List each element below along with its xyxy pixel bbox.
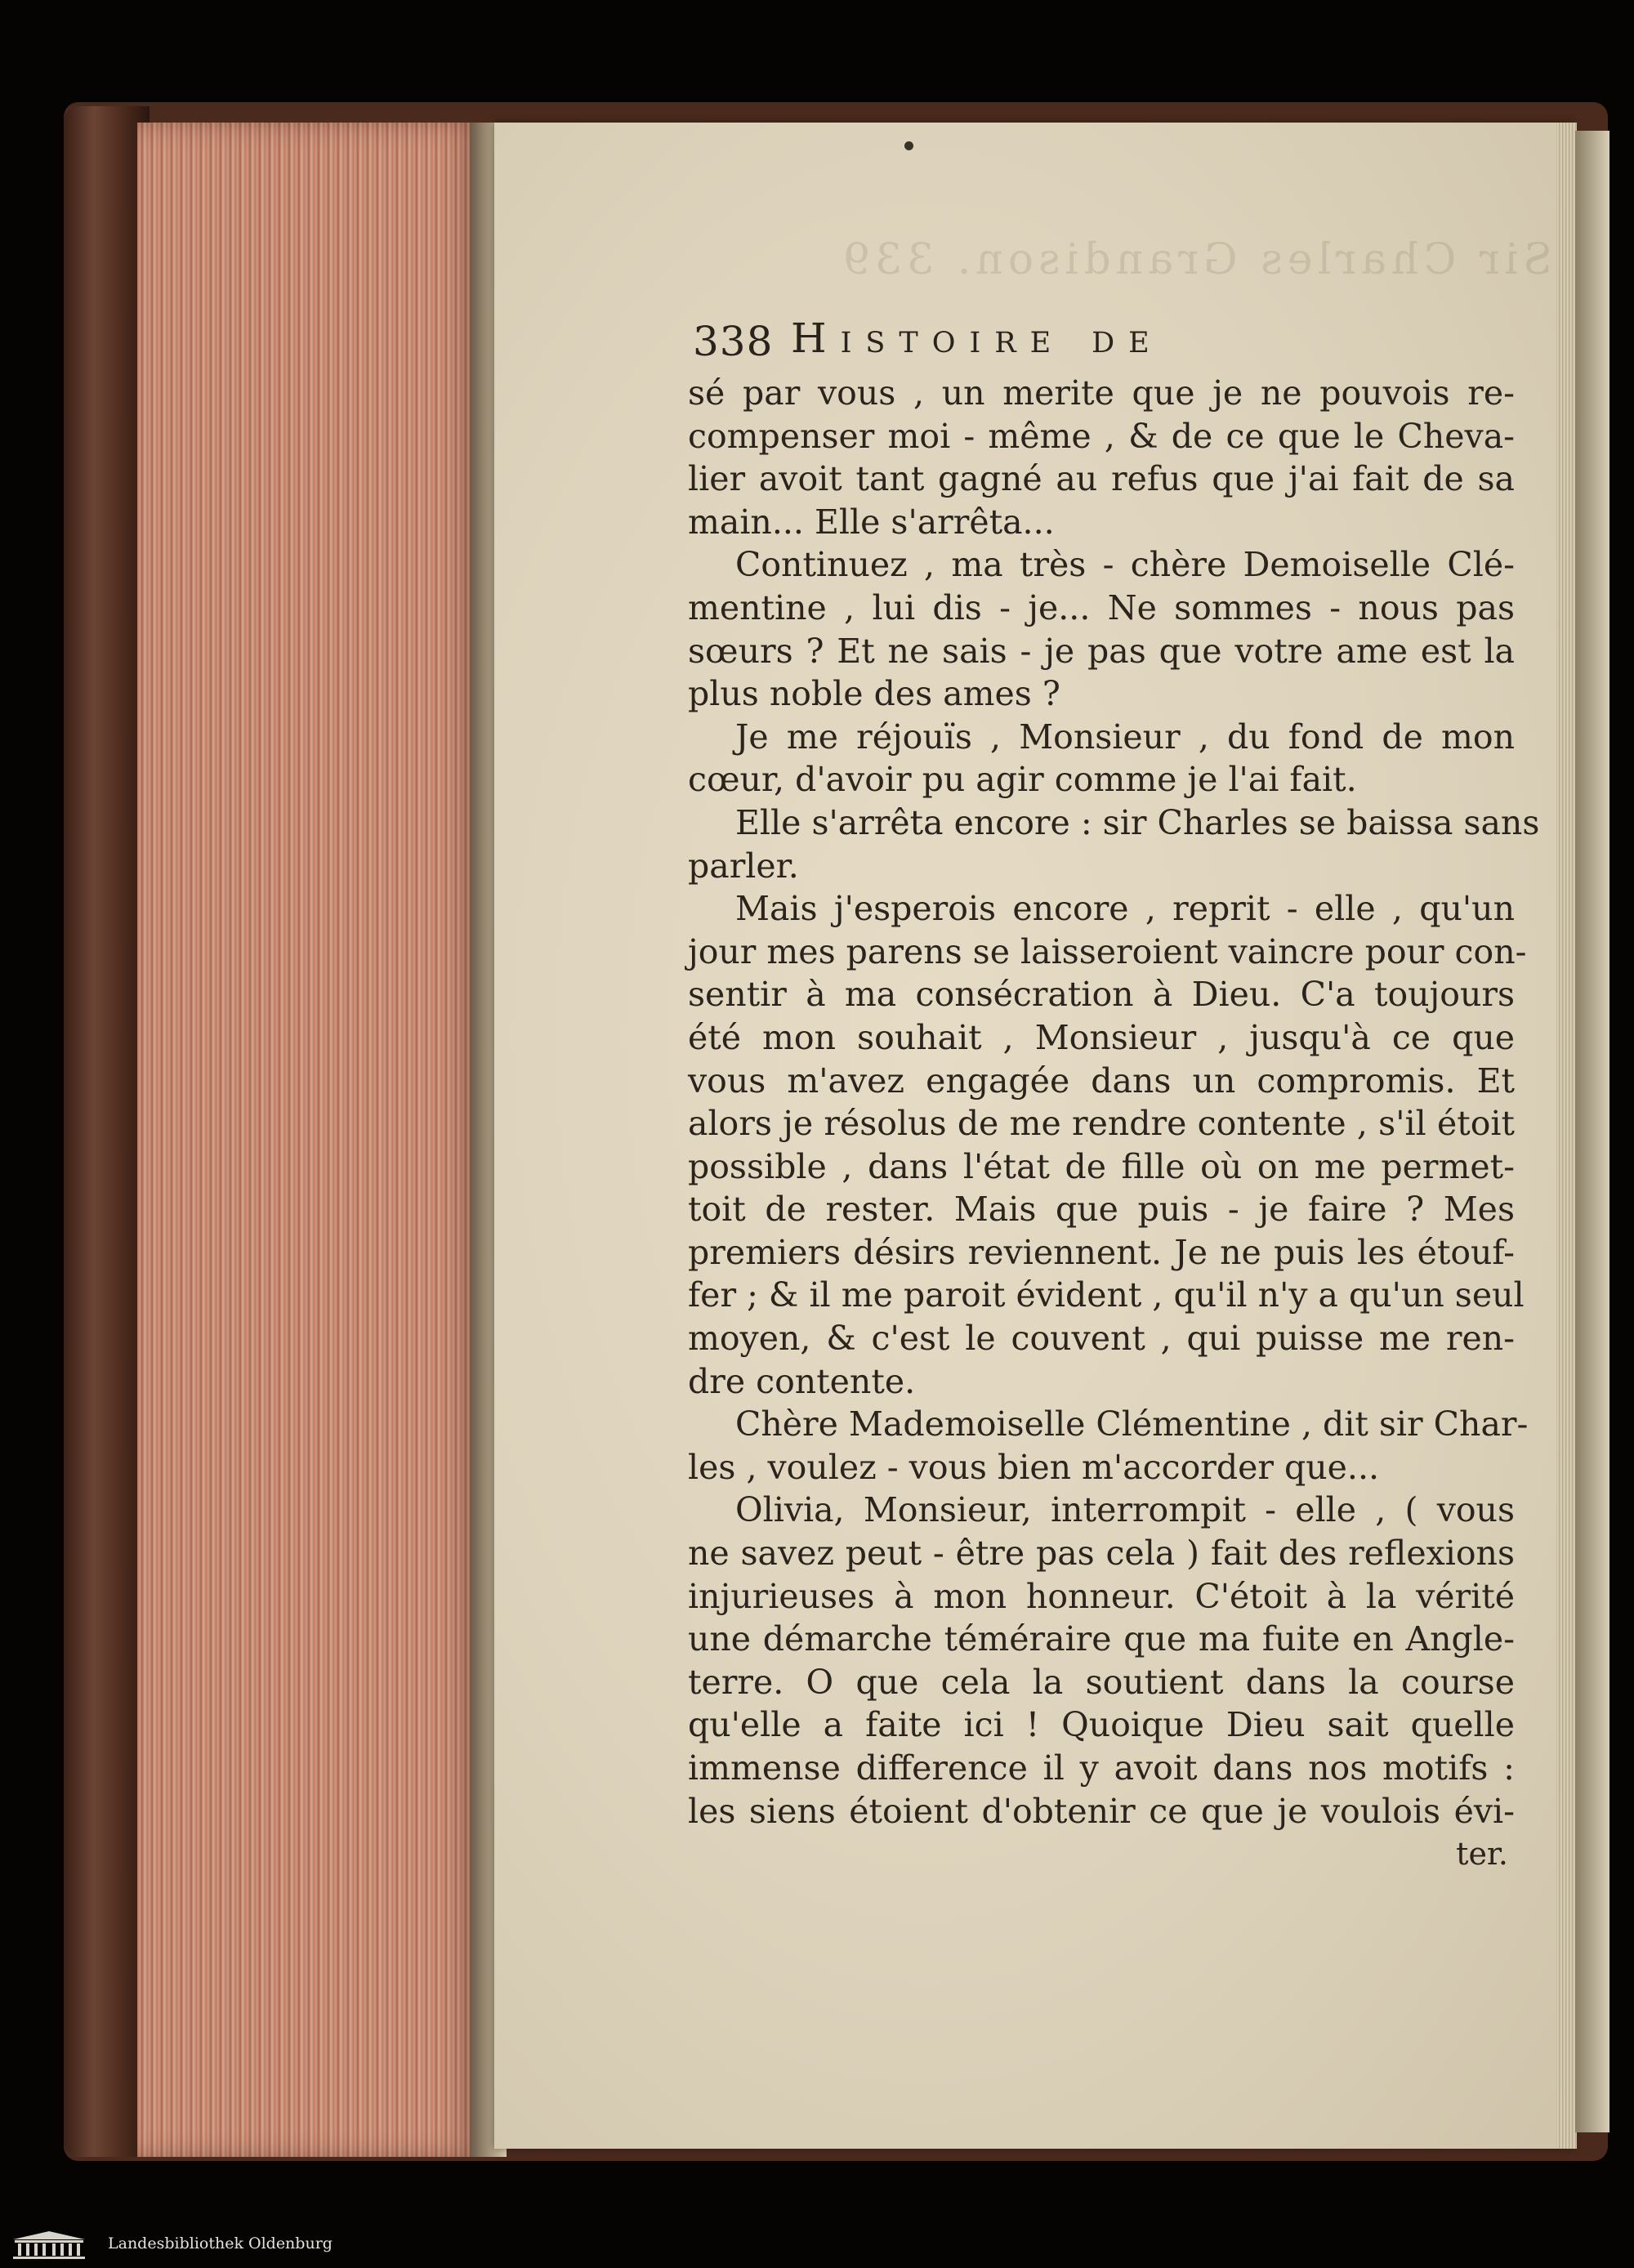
text-line: injurieuses à mon honneur. C'étoit à la vérité bbox=[688, 1576, 1515, 1616]
page-leaves-edge bbox=[137, 123, 480, 2157]
footer-bar bbox=[0, 2222, 1634, 2268]
text-line: mentine , lui dis - je... Ne sommes - nous pas bbox=[688, 587, 1515, 627]
text-line: cœur, d'avoir pu agir comme je l'ai fait. bbox=[688, 760, 1357, 800]
text-line: Mais j'esperois encore , reprit - elle , qu'un bbox=[735, 889, 1515, 929]
running-title: Histoire de bbox=[791, 315, 1163, 362]
text-line: plus noble des ames ? bbox=[688, 674, 1060, 714]
text-line: main... Elle s'arrêta... bbox=[688, 502, 1055, 542]
text-line: sé par vous , un merite que je ne pouvois re- bbox=[688, 373, 1515, 413]
text-line: toit de rester. Mais que puis - je faire ? Mes bbox=[688, 1190, 1515, 1230]
text-line: qu'elle a faite ici ! Quoique Dieu sait quelle bbox=[688, 1705, 1515, 1745]
text-line: premiers désirs reviennent. Je ne puis les étouf- bbox=[688, 1232, 1515, 1272]
text-line: vous m'avez engagée dans un compromis. Et bbox=[688, 1060, 1515, 1101]
text-line: terre. O que cela la soutient dans la course bbox=[688, 1662, 1515, 1702]
text-line: Chère Mademoiselle Clémentine , dit sir Char- bbox=[735, 1404, 1529, 1444]
text-line: parler. bbox=[688, 846, 799, 886]
text-line: dre contente. bbox=[688, 1361, 916, 1401]
text-line: Je me réjouïs , Monsieur , du fond de mon bbox=[735, 717, 1515, 757]
text-line: été mon souhait , Monsieur , jusqu'à ce que bbox=[688, 1017, 1515, 1057]
text-line: possible , dans l'état de fille où on me permet- bbox=[688, 1146, 1515, 1186]
library-building-icon bbox=[8, 2230, 90, 2261]
facing-page-edge bbox=[1575, 131, 1609, 2132]
text-line: les , voulez - vous bien m'accorder que... bbox=[688, 1447, 1380, 1487]
text-line: jour mes parens se laisseroient vaincre pour con- bbox=[688, 931, 1527, 971]
library-name: Landesbibliothek Oldenburg bbox=[108, 2235, 333, 2252]
text-line: Elle s'arrêta encore : sir Charles se baissa sans bbox=[735, 802, 1540, 842]
page-number: 338 bbox=[693, 318, 774, 365]
text-line: alors je résolus de me rendre contente , s'il étoit bbox=[688, 1104, 1515, 1144]
catchword: ter. bbox=[1456, 1836, 1508, 1873]
body-text bbox=[688, 372, 1540, 1876]
page-header bbox=[693, 315, 1520, 368]
text-line: Olivia, Monsieur, interrompit - elle , ( vous bbox=[735, 1490, 1515, 1530]
ink-speck bbox=[904, 141, 913, 150]
text-line: une démarche téméraire que ma fuite en Angle- bbox=[688, 1619, 1515, 1659]
text-line: ne savez peut - être pas cela ) fait des reflexions bbox=[688, 1534, 1515, 1574]
text-line: les siens étoient d'obtenir ce que je voulois évi- bbox=[688, 1791, 1515, 1831]
bleed-through-text: Sir Charles Grandison. 339 bbox=[838, 235, 1552, 284]
text-line: immense difference il y avoit dans nos motifs : bbox=[688, 1748, 1515, 1788]
text-line: fer ; & il me paroit évident , qu'il n'y a qu'un seul bbox=[688, 1275, 1525, 1315]
text-line: Continuez , ma très - chère Demoiselle Clé- bbox=[735, 545, 1515, 585]
text-line: lier avoit tant gagné au refus que j'ai fait de sa bbox=[688, 459, 1515, 499]
page-fore-edges bbox=[1556, 123, 1577, 2149]
text-line: sœurs ? Et ne sais - je pas que votre ame est la bbox=[688, 631, 1515, 671]
text-line: moyen, & c'est le couvent , qui puisse me ren- bbox=[688, 1319, 1515, 1359]
text-line: sentir à ma consécration à Dieu. C'a toujours bbox=[688, 975, 1515, 1015]
text-line: compenser moi - même , & de ce que le Cheva- bbox=[688, 416, 1515, 456]
